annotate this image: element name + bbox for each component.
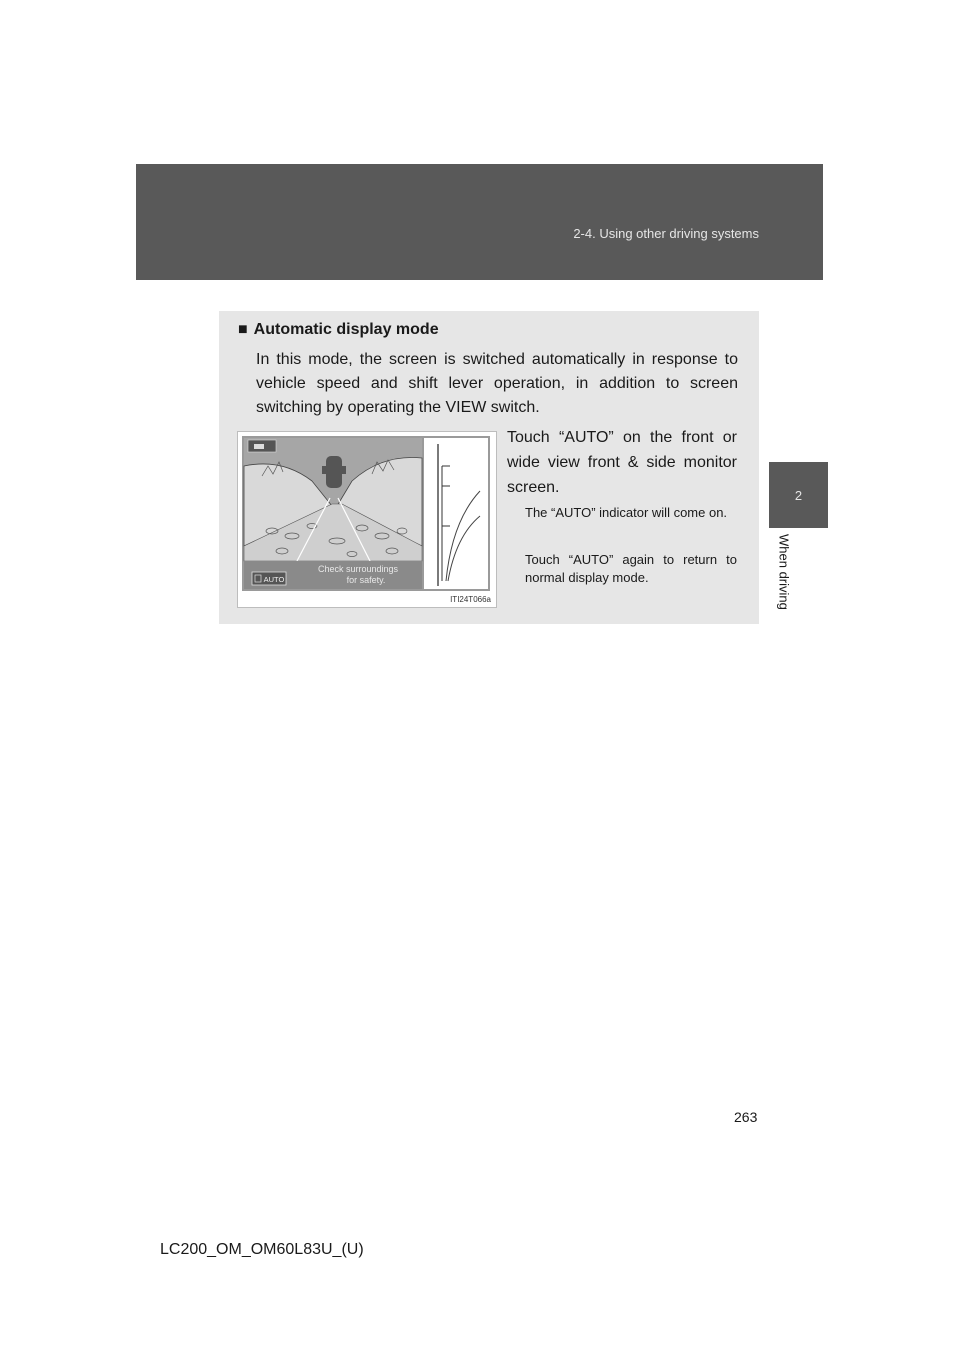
monitor-screen-illustration xyxy=(242,436,490,591)
header-band xyxy=(136,164,823,280)
note-indicator-on: The “AUTO” indicator will come on. xyxy=(525,505,728,520)
chapter-tab xyxy=(769,462,828,528)
section-title: 2-4. Using other driving systems xyxy=(573,226,759,241)
screen-message-line-2: for safety. xyxy=(346,575,386,585)
chapter-label: When driving xyxy=(776,534,792,610)
bullet-square-icon: ■ xyxy=(238,321,248,338)
auto-button[interactable] xyxy=(252,572,286,585)
info-panel xyxy=(219,311,759,624)
panel-heading xyxy=(238,321,439,339)
side-view xyxy=(424,438,488,589)
note-return-normal: Touch “AUTO” again to return to normal display mode. xyxy=(525,552,737,585)
page-number: 263 xyxy=(734,1109,758,1125)
auto-button-label: AUTO xyxy=(263,575,285,584)
panel-body-text: In this mode, the screen is switched automatically in response to vehicle speed and shift lever operation, in addition to screen switching by operating the VIEW switch. xyxy=(256,351,738,416)
monitor-screen-figure xyxy=(237,431,497,608)
document-code: LC200_OM_OM60L83U_(U) xyxy=(160,1241,364,1258)
figure-id: ITI24T066a xyxy=(450,595,491,604)
chapter-number: 2 xyxy=(794,487,803,503)
instruction-text: Touch “AUTO” on the front or wide view front & side monitor screen. xyxy=(507,429,737,496)
panel-heading-text: Automatic display mode xyxy=(253,321,439,338)
screen-message-line-1: Check surroundings xyxy=(317,564,399,574)
